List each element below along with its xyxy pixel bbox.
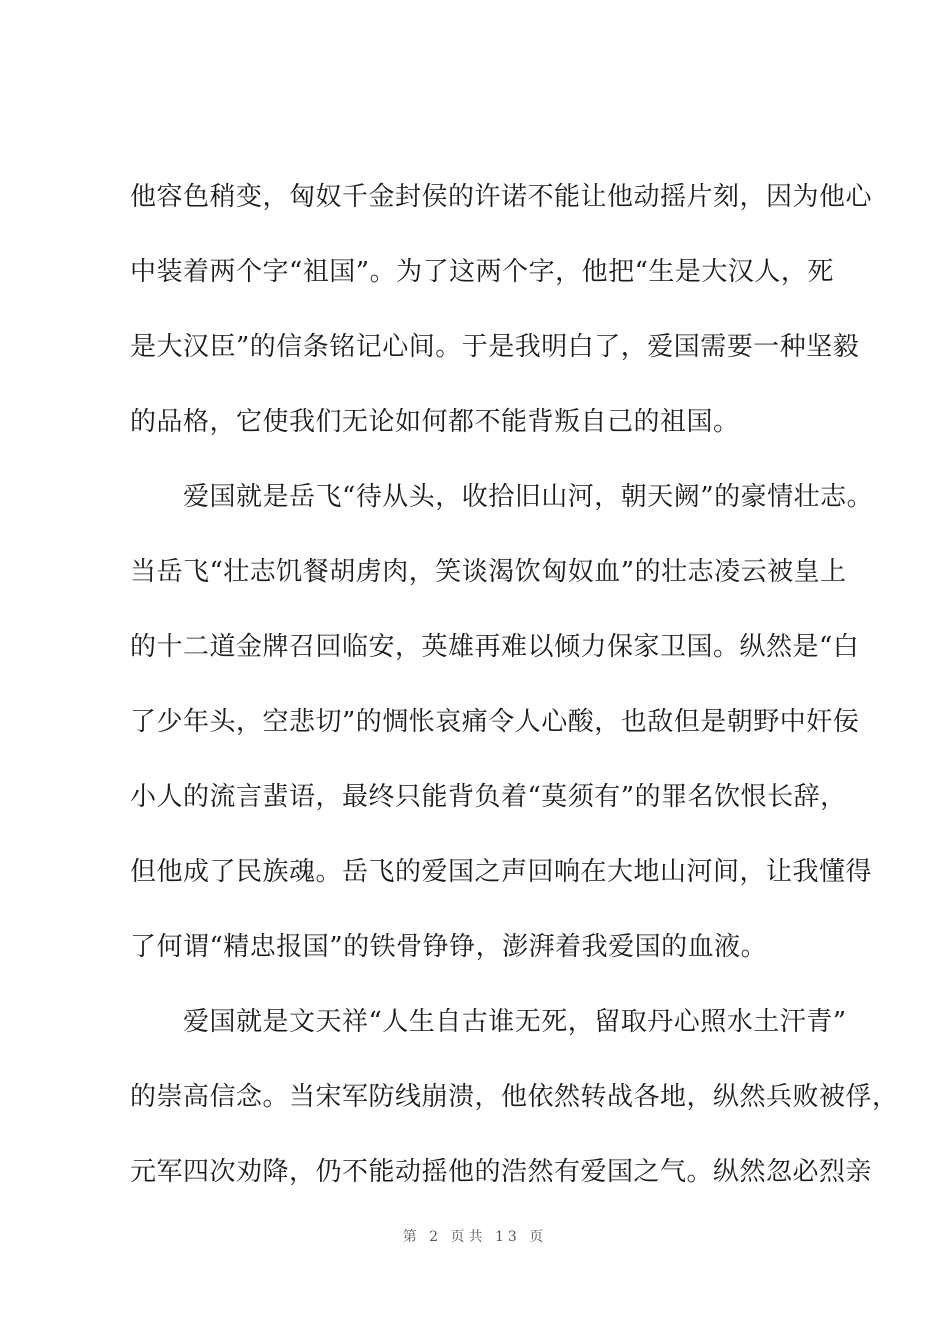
text-line: 爱国就是文天祥“人生自古谁无死，留取丹心照水土汗青” (130, 1007, 847, 1037)
text-line: 元军四次劝降，仍不能动摇他的浩然有爱国之气。纵然忽必烈亲 (130, 1157, 873, 1187)
page-number-footer: 第 2 页共 13 页 (402, 1229, 548, 1245)
text-line: 的品格，它使我们无论如何都不能背叛自己的祖国。 (130, 407, 740, 437)
text-line: 他容色稍变，匈奴千金封侯的许诺不能让他动摇片刻，因为他心 (130, 182, 873, 212)
text-line: 了少年头，空悲切”的惆怅哀痛令人心酸，也敌但是朝野中奸佞 (130, 707, 860, 737)
text-line: 中装着两个字“祖国”。为了这两个字，他把“生是大汉人，死 (130, 257, 834, 287)
body-text (130, 160, 899, 1210)
text-line: 爱国就是岳飞“待从头，收拾旧山河，朝天阙”的豪情壮志。 (130, 482, 874, 512)
text-line: 的十二道金牌召回临安，英雄再难以倾力保家卫国。纵然是“白 (130, 632, 860, 662)
text-line: 的崇高信念。当宋军防线崩溃，他依然转战各地，纵然兵败被俘， (130, 1082, 899, 1112)
text-line: 小人的流言蜚语，最终只能背负着“莫须有”的罪名饮恨长辞， (130, 782, 847, 812)
text-line: 当岳飞“壮志饥餐胡虏肉，笑谈渴饮匈奴血”的壮志凌云被皇上 (130, 557, 847, 587)
text-line: 了何谓“精忠报国”的铁骨铮铮，澎湃着我爱国的血液。 (130, 932, 768, 962)
text-line: 是大汉臣”的信条铭记心间。于是我明白了，爱国需要一种坚毅 (130, 332, 860, 362)
text-line: 但他成了民族魂。岳飞的爱国之声回响在大地山河间，让我懂得 (130, 857, 873, 887)
